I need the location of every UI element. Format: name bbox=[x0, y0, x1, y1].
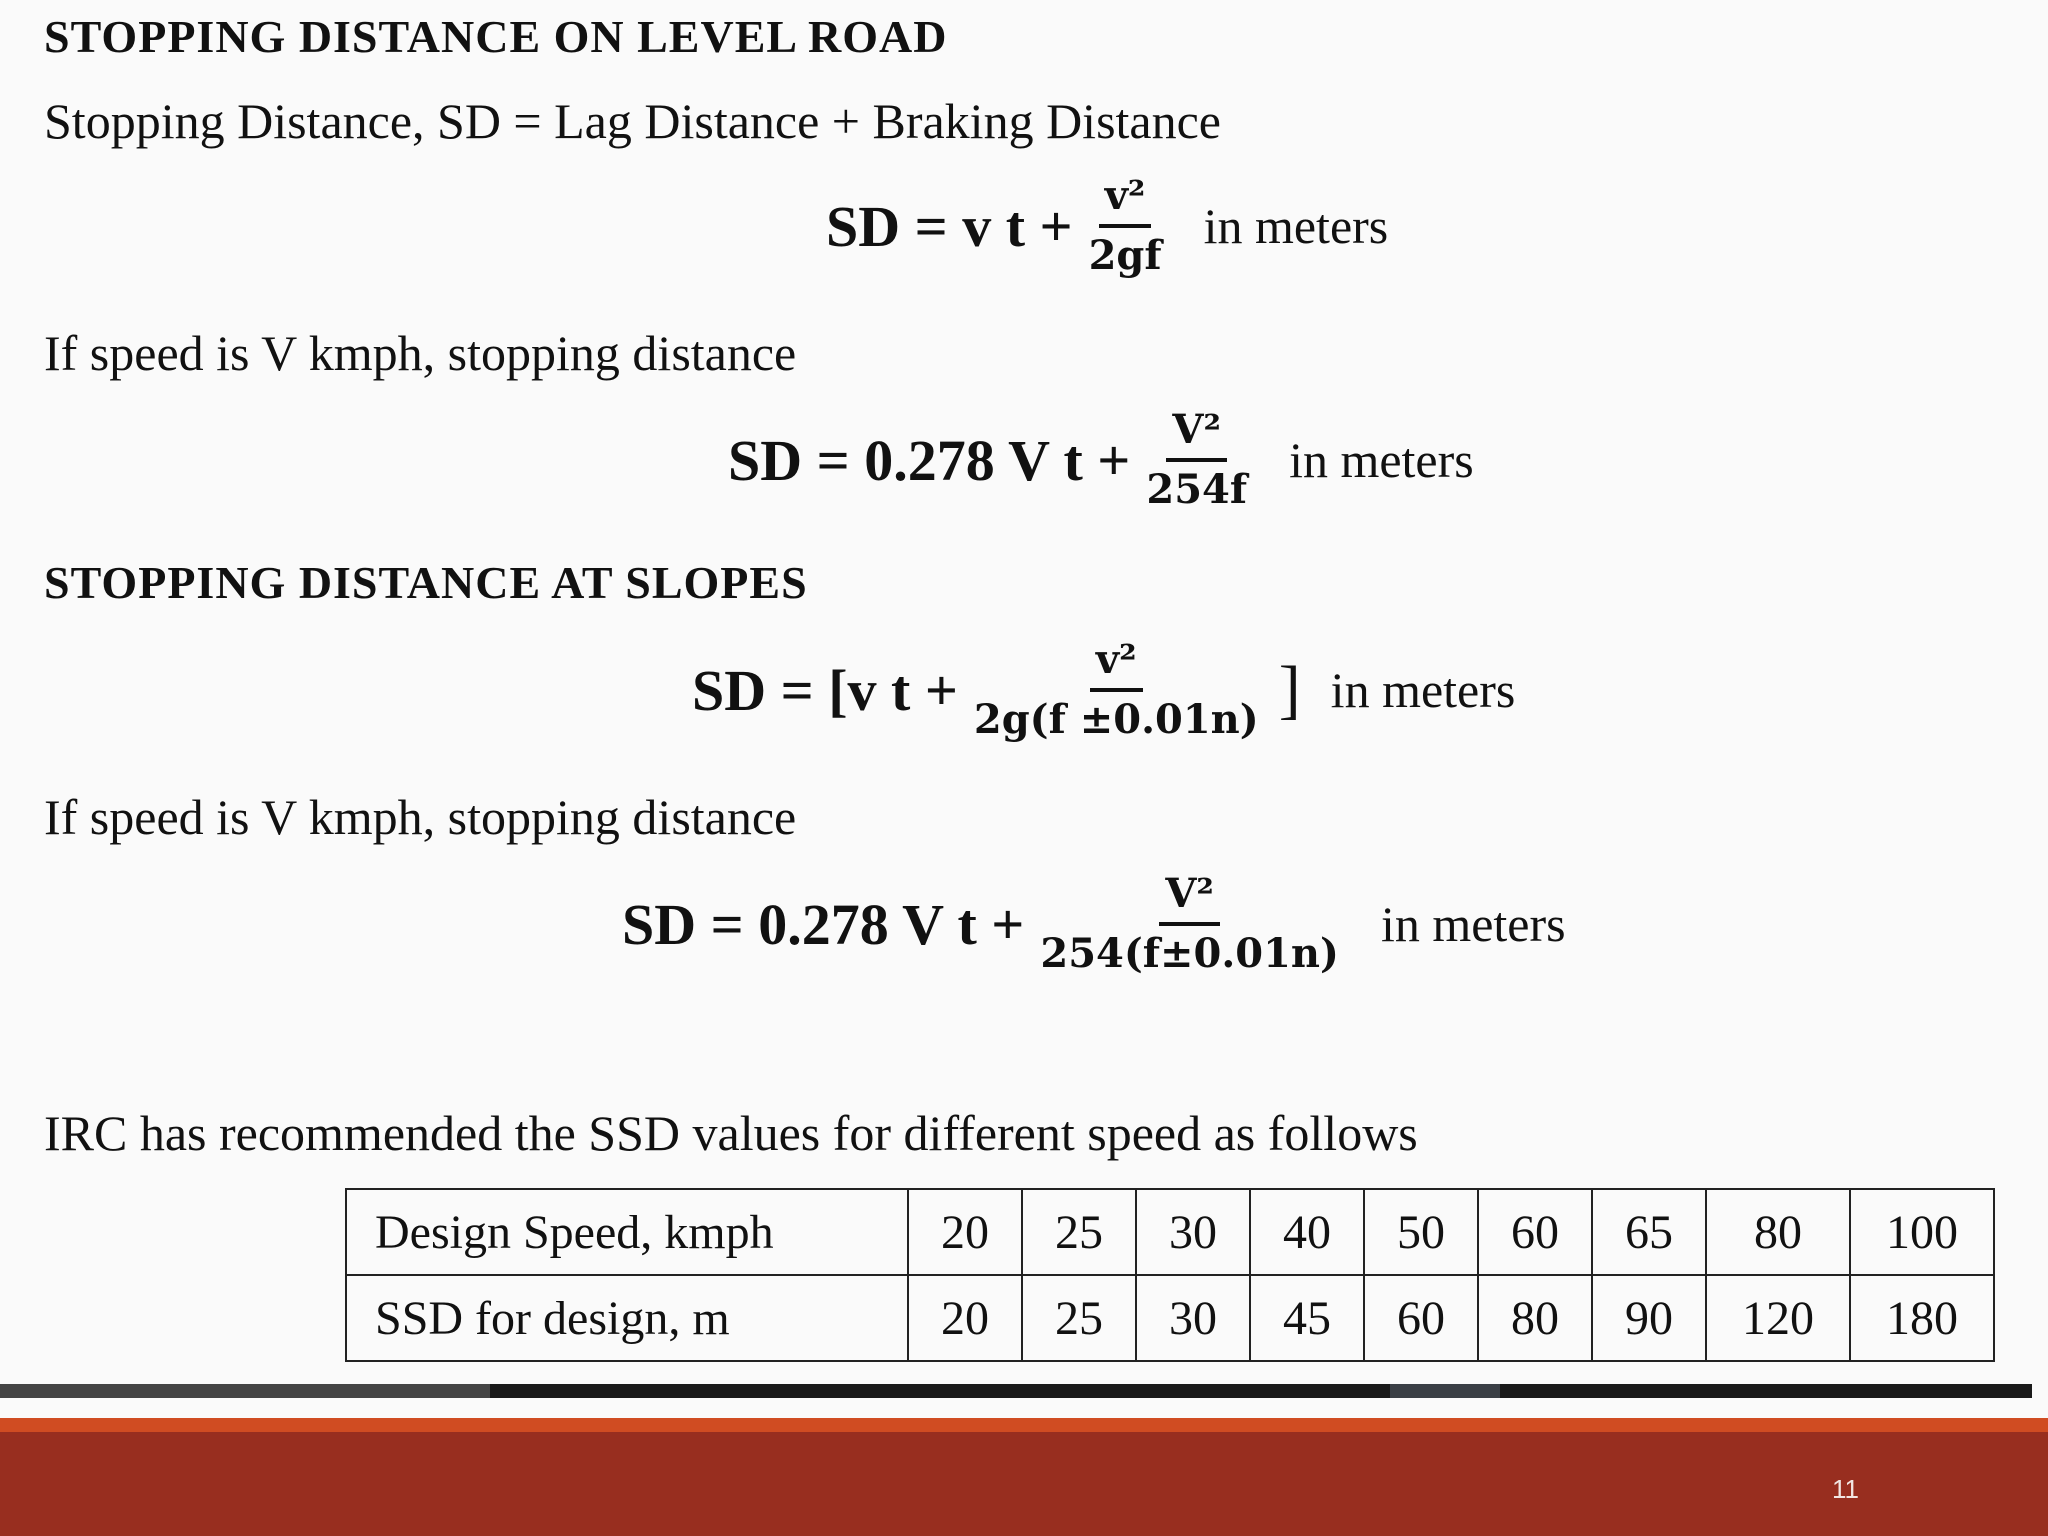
eq1-unit: in meters bbox=[1203, 198, 1389, 254]
heading-slopes: STOPPING DISTANCE AT SLOPES bbox=[44, 557, 808, 608]
eq3-fraction bbox=[968, 636, 1265, 744]
eq3-close-bracket: ] bbox=[1278, 653, 1301, 726]
eq3-numerator: v² bbox=[1090, 636, 1143, 692]
eq1-fraction bbox=[1083, 172, 1168, 280]
eq2-lhs: SD = 0.278 V t + bbox=[728, 427, 1131, 493]
table-cell: 120 bbox=[1706, 1275, 1850, 1361]
divider-bar-segment-left bbox=[0, 1384, 490, 1398]
eq4-fraction bbox=[1034, 870, 1345, 978]
eq1-lhs: SD = v t + bbox=[826, 193, 1073, 259]
eq1-numerator: v² bbox=[1099, 172, 1152, 228]
page-number: 11 bbox=[1832, 1474, 1859, 1504]
table-row-label: Design Speed, kmph bbox=[346, 1189, 908, 1275]
table-cell: 25 bbox=[1022, 1275, 1136, 1361]
table-row-ssd bbox=[346, 1275, 1994, 1361]
table-cell: 45 bbox=[1250, 1275, 1364, 1361]
table-cell: 65 bbox=[1592, 1189, 1706, 1275]
table-cell: 20 bbox=[908, 1275, 1022, 1361]
table-cell: 60 bbox=[1364, 1275, 1478, 1361]
table-cell: 20 bbox=[908, 1189, 1022, 1275]
table-cell: 80 bbox=[1478, 1275, 1592, 1361]
eq2-denominator: 254f bbox=[1146, 466, 1248, 513]
eq4-lhs: SD = 0.278 V t + bbox=[622, 891, 1025, 957]
table-cell: 30 bbox=[1136, 1275, 1250, 1361]
table-cell: 180 bbox=[1850, 1275, 1994, 1361]
eq4-unit: in meters bbox=[1380, 896, 1566, 952]
eq3-unit: in meters bbox=[1330, 662, 1516, 718]
equation-sd-level-kmph bbox=[728, 406, 1474, 514]
eq3-lhs: SD = [v t + bbox=[692, 657, 958, 723]
equation-sd-slope-kmph bbox=[622, 870, 1566, 978]
eq2-fraction bbox=[1140, 406, 1253, 514]
speed-note-slope: If speed is V kmph, stopping distance bbox=[44, 789, 797, 845]
table-cell: 30 bbox=[1136, 1189, 1250, 1275]
table-cell: 50 bbox=[1364, 1189, 1478, 1275]
table-cell: 60 bbox=[1478, 1189, 1592, 1275]
accent-stripe bbox=[0, 1418, 2048, 1432]
equation-sd-slope bbox=[692, 636, 1515, 744]
divider-bar-segment-right bbox=[1390, 1384, 1500, 1398]
eq3-denominator: 2g(f ±0.01n) bbox=[973, 696, 1259, 743]
irc-note: IRC has recommended the SSD values for different speed as follows bbox=[44, 1105, 1418, 1161]
table-cell: 80 bbox=[1706, 1189, 1850, 1275]
table-row-design-speed bbox=[346, 1189, 1994, 1275]
eq4-numerator: V² bbox=[1159, 870, 1220, 926]
eq2-numerator: V² bbox=[1166, 406, 1227, 462]
eq1-denominator: 2gf bbox=[1088, 232, 1162, 279]
table-cell: 100 bbox=[1850, 1189, 1994, 1275]
sd-definition: Stopping Distance, SD = Lag Distance + Braking Distance bbox=[44, 93, 1222, 149]
ssd-table bbox=[345, 1188, 1995, 1362]
table-cell: 40 bbox=[1250, 1189, 1364, 1275]
table-cell: 25 bbox=[1022, 1189, 1136, 1275]
speed-note-level: If speed is V kmph, stopping distance bbox=[44, 325, 797, 381]
footer-band bbox=[0, 1432, 2048, 1536]
eq4-denominator: 254(f±0.01n) bbox=[1040, 930, 1339, 977]
heading-level-road: STOPPING DISTANCE ON LEVEL ROAD bbox=[44, 11, 948, 62]
table-row-label: SSD for design, m bbox=[346, 1275, 908, 1361]
table-cell: 90 bbox=[1592, 1275, 1706, 1361]
equation-sd-level bbox=[826, 172, 1388, 280]
eq2-unit: in meters bbox=[1289, 432, 1474, 488]
